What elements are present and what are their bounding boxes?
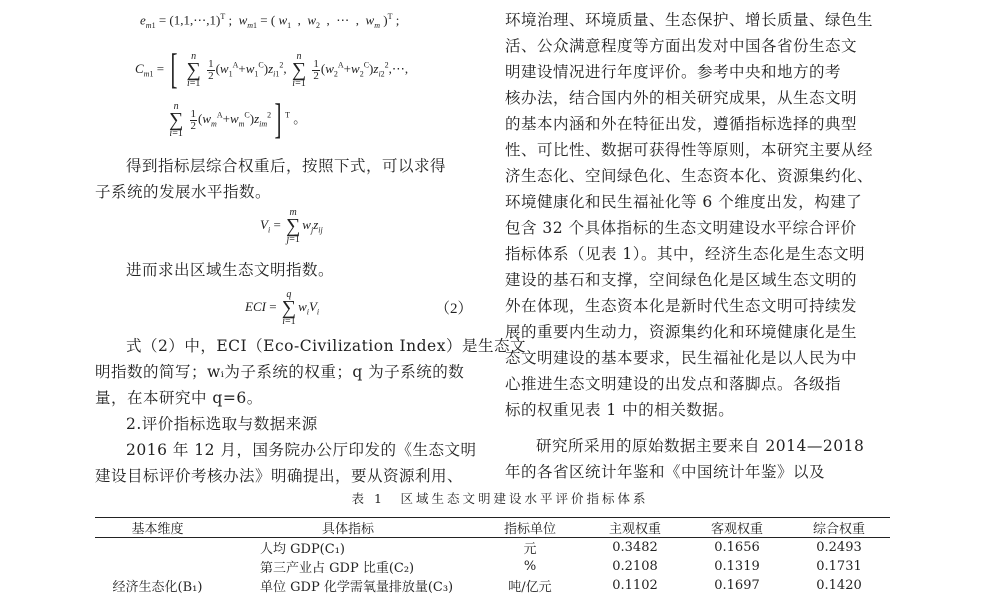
cell-dimension: [95, 557, 220, 576]
header-indicator: 具体指标: [220, 518, 476, 538]
equation-c-line2: n ∑ i=1 $\frac{1}{2}$ $(w_m^A+w_m^C)z_{im}^2$] $^T$ 。: [169, 97, 307, 143]
text-line: 济生态化、空间绿色化、生态资本化、资源集约化、: [505, 167, 874, 185]
text-line: 展的重要内生动力，资源集约化和环境健康化是生: [505, 323, 858, 341]
equation-v: $V_i = m$ ∑ $j=1w_jz_{ij}$: [260, 207, 323, 245]
cell-unit: 元: [523, 542, 537, 557]
text-line: 活、公众满意程度等方面出发对中国各省份生态文: [505, 37, 858, 55]
cell-objective: 0.1656: [714, 540, 760, 555]
header-unit: 指标单位: [476, 518, 584, 538]
cell-dimension: 经济生态化(B₁): [112, 580, 203, 595]
equation-e-w: $e_{m1}$ = (1,1,⋯,1)$^T$ ; $w_{m1}$ = ( $w_1$ , $w_2$ , ⋯ , $w_m$ )$^T$ ;: [140, 12, 400, 30]
cell-composite: 0.2493: [816, 540, 862, 555]
cell-subjective: 0.3482: [612, 540, 658, 555]
text-line: 性、可比性、数据可获得性等原则，本研究主要从经: [505, 141, 874, 159]
cell-indicator: 第三产业占 GDP 比重(C₂): [260, 561, 415, 576]
cell-dimension: [95, 538, 220, 558]
cell-indicator: 单位 GDP 化学需氧量排放量(C₃): [260, 580, 454, 595]
section-heading: 2.评价指标选取与数据来源: [126, 415, 318, 433]
equation-number: （2）: [435, 301, 473, 317]
header-subjective-weight: 主观权重: [584, 518, 686, 538]
text-line: 心推进生态文明建设的出发点和落脚点。各级指: [505, 375, 842, 393]
text-line: 外在体现，生态资本化是新时代生态文明可持续发: [505, 297, 858, 315]
paragraph-data-sources: 研究所采用的原始数据主要来自 2014—2018 年的各省区统计年鉴和《中国统计年鉴》以及: [505, 437, 865, 481]
table-row: [95, 538, 890, 558]
table-row: [95, 576, 890, 595]
cell-objective: 0.1319: [714, 559, 760, 574]
table-row: [95, 557, 890, 576]
table-header-row: [95, 518, 890, 538]
header-dimension: 基本维度: [95, 518, 220, 538]
table-caption: 表 1 区域生态文明建设水平评价指标体系: [351, 491, 649, 506]
equation-c-line1: $C_{m1}$ = [ n ∑ i=1 $\frac{1}{2}$ $(w_1^A+w_1^C)z_{i1}^2$, n ∑ i=1 $\frac{1}{2}$ $(w_2^A+w_2^C)z_{i2}^2,\cdots$,: [135, 47, 409, 93]
text-line: 包含 32 个具体指标的生态文明建设水平综合评价: [505, 219, 857, 237]
cell-unit: %: [523, 559, 537, 574]
header-objective-weight: 客观权重: [686, 518, 788, 538]
text-line: 环境治理、环境质量、生态保护、增长质量、绿色生: [505, 11, 874, 29]
text-line: 的基本内涵和外在特征出发，遵循指标选择的典型: [505, 115, 858, 133]
text-line: 指标体系（见表 1）。其中，经济生态化是生态文明: [505, 245, 866, 263]
equation-eci: ECI = q ∑ $i=1w_iV_i$: [245, 289, 320, 327]
header-composite-weight: 综合权重: [788, 518, 890, 538]
cell-objective: 0.1697: [714, 578, 760, 593]
text-line: 核办法，结合国内外的相关研究成果，从生态文明: [505, 89, 858, 107]
cell-composite: 0.1731: [816, 559, 862, 574]
text-line: 环境健康化和民生福祉化等 6 个维度出发，构建了: [505, 193, 863, 211]
paragraph-eci-desc: 式（2）中，ECI（Eco-Civilization Index）是生态文 明指数的简写；wᵢ为子系统的权重；q 为子系统的数 量，在本研究中 q=6。 2.评价指标选取与数据来源 2016 年 12 月，国务院办公厅印发的《生态文明 建设目标评价考核办法》明确提出，要从资源利用、: [95, 337, 526, 485]
text-line: 明建设情况进行年度评价。参考中央和地方的考: [505, 63, 842, 81]
cell-indicator: 人均 GDP(C₁): [260, 542, 345, 557]
paragraph-weights: 得到指标层综合权重后，按照下式，可以求得 子系统的发展水平指数。: [95, 157, 447, 201]
cell-unit: 吨/亿元: [508, 580, 552, 595]
text-line: 态文明建设的基本要求，民生福祉化是以人民为中: [505, 349, 858, 367]
cell-subjective: 0.2108: [612, 559, 658, 574]
cell-subjective: 0.1102: [612, 578, 658, 593]
text-line: 建设的基石和支撑，空间绿色化是区域生态文明的: [505, 271, 858, 289]
text-line: 标的权重见表 1 中的相关数据。: [505, 401, 735, 419]
paragraph-eci-intro: 进而求出区域生态文明指数。: [126, 261, 335, 279]
cell-composite: 0.1420: [816, 578, 862, 593]
indicator-table: [95, 517, 890, 595]
paragraph-indicator-system: [505, 7, 890, 423]
